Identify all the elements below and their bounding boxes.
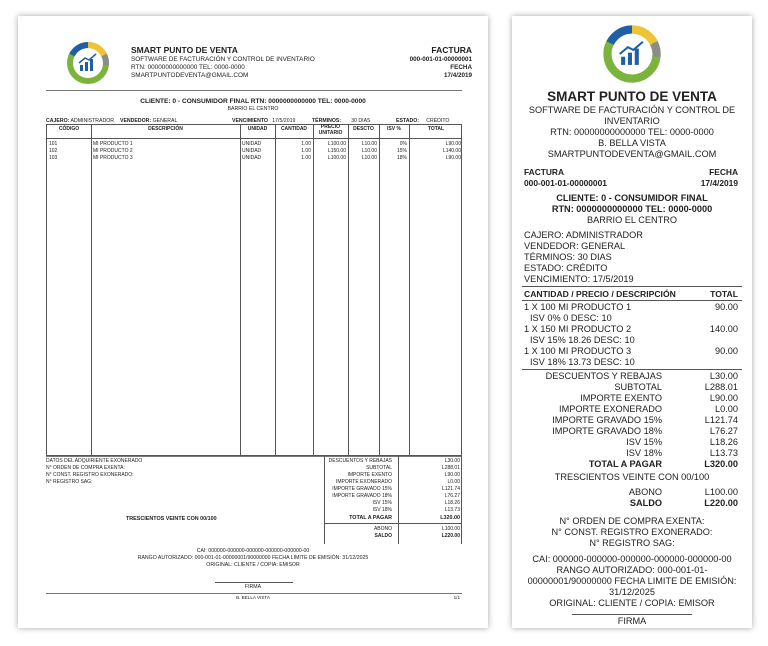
saldo-label: SALDO	[629, 498, 662, 508]
meta-terminos: TÉRMINOS: 30 DIAS	[524, 252, 612, 262]
company-name: SMART PUNTO DE VENTA	[131, 45, 238, 55]
items-header: CANTIDAD / PRECIO / DESCRIPCIÓN	[524, 289, 676, 299]
invoice-label: FACTURA	[431, 45, 472, 55]
divider	[46, 90, 462, 91]
date-label: FECHA	[450, 64, 472, 71]
rango-line-2: 00000001/90000000 FECHA LIMITE DE EMISIÓN:	[527, 576, 737, 586]
th-descto: DESCTO	[353, 126, 374, 132]
orden-compra: N° ORDEN DE COMPRA EXENTA:	[559, 516, 705, 526]
client-rtn: RTN: 0000000000000 TEL: 0000-0000	[551, 204, 713, 214]
branch-footer: B. BELLA VISTA	[236, 595, 270, 600]
meta-vencimiento: VENCIMIENTO 17/5/2019	[232, 118, 296, 124]
company-rtn-tel: RTN: 00000000000000 TEL: 0000-0000	[131, 64, 245, 71]
th-isv: ISV %	[387, 126, 401, 132]
client-barrio: BARRIO EL CENTRO	[586, 215, 678, 225]
letter-invoice: SMART PUNTO DE VENTA SOFTWARE DE FACTURACIÓN Y CONTROL DE INVENTARIO RTN: 00000000000000 TEL: 0000-0000 SMARTPUNTODEVENTA@GMAIL.COM FACTURA 000-001-01-00000001 FECHA 17/4/2019 CLIENTE: 0 - CONSUMIDOR FINAL RTN: 0000000000000 TEL: 0000-0000 BARRIO EL CENTRO CAJERO: ADMINISTRADOR VENDEDOR: GENERAL VENCIMIENTO 17/5/2019 TÉRMINOS: 30 DIAS ESTADO: CRÉDITO CÓDIGO DESCRIPCIÓN UNIDAD CANTIDAD PRECIO UNITARIO DESCTO ISV % TOTAL 101 MI PRODUCTO 1 UNIDAD 1.00 L100.00 L10.00 0% L90.00 102 MI PRODUCTO 2 UNIDAD 1.00 L150.00 L10.00 15% L140.00 103 MI PRODUCTO 3 UNIDAD 1.00 L100.00 L10.00 18% L90.00 DATOS DEL ADQUIRIENTE EXONERADO N° ORDEN DE COMPRA EXENTA: N° CONST. REGISTRO EXONERADO: N° REGISTRO SAG: TRESCIENTOS VEINTE CON 00/100 DESCUENTOS Y REBAJAS L30.00 SUBTOTAL L288.01 IMPORTE EXENTO L90.00 IMPORTE EXONERADO L0.00 IMPORTE GRAVADO 15% L121.74 IMPORTE GRAVADO 18% L76.27 ISV 15% L18.26 ISV 18% L13.73 TOTAL A PAGAR L320.00 ABONO L100.00 SALDO L220.00 CAI: 000000-000000-000000-000000-000000-00 RANGO AUTORIZADO: 000-001-01-00000001/90000000 FECHA LIMITE DE EMISIÓN: 31/12/2025 ORIGINAL: CLIENTE / COPIA: EMISOR FIRMA B. BELLA VISTA 1/1	[18, 16, 488, 628]
rango-line: RANGO AUTORIZADO: 000-001-01-00000001/90000000 FECHA LIMITE DE EMISIÓN: 31/12/2025	[137, 555, 369, 561]
company-subtitle: SOFTWARE DE FACTURACIÓN Y CONTROL DE INVENTARIO	[131, 56, 315, 63]
original-line: ORIGINAL: CLIENTE / COPIA: EMISOR	[549, 598, 715, 608]
invoice-date: 17/4/2019	[443, 72, 472, 79]
th-total: TOTAL	[427, 126, 445, 132]
page-number: 1/1	[453, 595, 460, 600]
company-email: SMARTPUNTODEVENTA@GMAIL.COM	[131, 72, 249, 79]
th-cantidad: CANTIDAD	[280, 126, 308, 132]
invoice-date: 17/4/2019	[700, 178, 738, 188]
registro-sag: N° REGISTRO SAG:	[589, 538, 675, 548]
invoice-number: 000-001-01-00000001	[409, 56, 472, 63]
meta-vendedor: VENDEDOR: GENERAL	[120, 118, 178, 124]
abono-value: L100.00	[704, 487, 738, 497]
saldo-value: L220.00	[704, 498, 738, 508]
th-codigo: CÓDIGO	[58, 126, 80, 132]
items-header-total: TOTAL	[710, 289, 738, 299]
invoice-number: 000-001-01-00000001	[524, 178, 607, 188]
rango-line-3: 31/12/2025	[609, 587, 655, 597]
exonerado-title: DATOS DEL ADQUIRIENTE EXONERADO	[46, 458, 143, 464]
th-unidad: UNIDAD	[247, 126, 268, 132]
firma-label: FIRMA	[244, 584, 262, 590]
cai-line: CAI: 000000-000000-000000-000000-000000-00	[532, 554, 732, 564]
th-precio: PRECIO UNITARIO	[318, 124, 343, 136]
company-email: SMARTPUNTODEVENTA@GMAIL.COM	[547, 149, 717, 159]
client-line: CLIENTE: 0 - CONSUMIDOR FINAL	[556, 193, 708, 203]
company-subtitle-2: INVENTARIO	[604, 116, 660, 126]
original-line: ORIGINAL: CLIENTE / COPIA: EMISOR	[206, 562, 300, 568]
cai-line: CAI: 000000-000000-000000-000000-000000-00	[196, 548, 310, 554]
meta-vendedor: VENDEDOR: GENERAL	[524, 241, 626, 251]
amount-in-words: TRESCIENTOS VEINTE CON 00/100	[126, 516, 217, 522]
amount-in-words: TRESCIENTOS VEINTE CON 00/100	[554, 472, 710, 482]
rango-line-1: RANGO AUTORIZADO: 000-001-01-	[556, 565, 708, 575]
registro-sag: N° REGISTRO SAG:	[46, 479, 93, 485]
abono-label: ABONO	[628, 487, 662, 497]
ticket-invoice: SMART PUNTO DE VENTA SOFTWARE DE FACTURACIÓN Y CONTROL DE INVENTARIO RTN: 00000000000000 TEL: 0000-0000 B. BELLA VISTA SMARTPUNTODEVENTA@GMAIL.COM FACTURA FECHA 000-001-01-00000001 17/4/2019 CLIENTE: 0 - CONSUMIDOR FINAL RTN: 0000000000000 TEL: 0000-0000 BARRIO EL CENTRO CAJERO: ADMINISTRADOR VENDEDOR: GENERAL TÉRMINOS: 30 DIAS ESTADO: CRÉDITO VENCIMIENTO: 17/5/2019 CANTIDAD / PRECIO / DESCRIPCIÓN TOTAL 1 X 100 MI PRODUCTO 1 90.00 ISV 0% 0 DESC: 10 1 X 150 MI PRODUCTO 2 140.00 ISV 15% 18.26 DESC: 10 1 X 100 MI PRODUCTO 3 90.00 ISV 18% 13.73 DESC: 10 DESCUENTOS Y REBAJAS L30.00 SUBTOTAL L288.01 IMPORTE EXENTO L90.00 IMPORTE EXONERADO L0.00 IMPORTE GRAVADO 15% L121.74 IMPORTE GRAVADO 18% L76.27 ISV 15% L18.26 ISV 18% L13.73 TOTAL A PAGAR L320.00 TRESCIENTOS VEINTE CON 00/100 ABONO L100.00 SALDO L220.00 N° ORDEN DE COMPRA EXENTA: N° CONST. REGISTRO EXONERADO: N° REGISTRO SAG: CAI: 000000-000000-000000-000000-000000-00 RANGO AUTORIZADO: 000-001-01- 00000001/90000000 FECHA LIMITE DE EMISIÓN: 31/12/2025 ORIGINAL: CLIENTE / COPIA: EMISOR FIRMA	[512, 16, 752, 628]
branch: B. BELLA VISTA	[598, 138, 666, 148]
client-line: CLIENTE: 0 - CONSUMIDOR FINAL RTN: 0000000000000 TEL: 0000-0000	[140, 98, 366, 105]
meta-vencimiento: VENCIMIENTO: 17/5/2019	[524, 274, 634, 284]
company-logo	[66, 41, 110, 85]
company-rtn-tel: RTN: 00000000000000 TEL: 0000-0000	[550, 127, 714, 137]
registro-exonerado: N° CONST. REGISTRO EXONERADO:	[551, 527, 713, 537]
meta-cajero: CAJERO: ADMINISTRADOR	[524, 230, 643, 240]
company-subtitle-1: SOFTWARE DE FACTURACIÓN Y CONTROL DE	[528, 105, 736, 115]
meta-terminos: TÉRMINOS: 30 DIAS	[312, 118, 371, 124]
orden-compra: N° ORDEN DE COMPRA EXENTA:	[46, 465, 125, 471]
meta-cajero: CAJERO: ADMINISTRADOR	[46, 118, 115, 124]
firma-label: FIRMA	[617, 616, 647, 626]
date-label: FECHA	[709, 167, 738, 177]
meta-estado: ESTADO: CRÉDITO	[396, 118, 450, 124]
registro-exonerado: N° CONST. REGISTRO EXONERADO:	[46, 472, 134, 478]
client-barrio: BARRIO EL CENTRO	[227, 106, 279, 112]
th-descripcion: DESCRIPCIÓN	[148, 126, 183, 132]
invoice-label: FACTURA	[524, 167, 565, 177]
meta-estado: ESTADO: CRÉDITO	[524, 263, 608, 273]
company-name: SMART PUNTO DE VENTA	[547, 89, 717, 104]
company-logo	[602, 24, 662, 84]
items-table: CÓDIGO DESCRIPCIÓN UNIDAD CANTIDAD PRECIO UNITARIO DESCTO ISV % TOTAL 101 MI PRODUCTO 1 UNIDAD 1.00 L100.00 L10.00 0% L90.00 102 MI PRODUCTO 2 UNIDAD 1.00 L150.00 L10.00 15% L140.00 103 MI PRODUCTO 3 UNIDAD 1.00 L100.00 L10.00 18% L90.00	[46, 124, 462, 456]
